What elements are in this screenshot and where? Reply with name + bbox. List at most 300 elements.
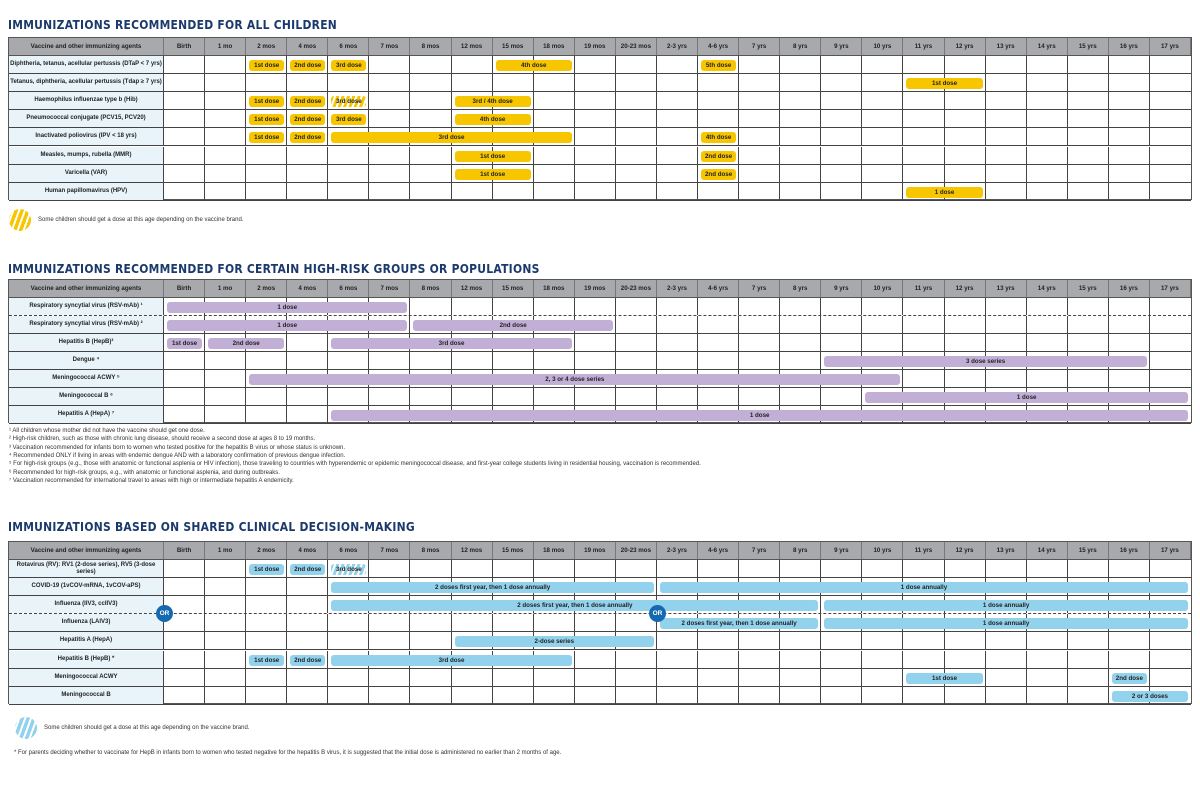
column-header: 2-3 yrs — [657, 280, 698, 297]
grid-line — [861, 183, 862, 200]
column-header: 17 yrs — [1150, 280, 1191, 297]
schedule-table-all-children — [8, 37, 1192, 200]
grid-line — [327, 92, 328, 109]
grid-line — [697, 74, 698, 91]
grid-line — [574, 128, 575, 145]
column-header: 20-23 mos — [616, 280, 657, 297]
grid-line — [615, 183, 616, 200]
grid-line — [368, 183, 369, 200]
grid-line — [861, 128, 862, 145]
column-header: 8 yrs — [780, 542, 821, 559]
vaccine-row — [9, 92, 1191, 110]
grid-line — [1026, 147, 1027, 164]
grid-line — [615, 316, 616, 333]
grid-line — [1026, 165, 1027, 182]
grid-line — [286, 596, 287, 613]
dose-bar: 2, 3 or 4 dose series — [249, 374, 900, 385]
grid-line — [697, 632, 698, 649]
grid-line — [574, 165, 575, 182]
column-header: 1 mo — [205, 542, 246, 559]
column-header: 15 mos — [493, 542, 534, 559]
grid-line — [738, 74, 739, 91]
footnote: ³ Vaccination recommended for infants born to women who tested positive for the hepatitis B virus or whose status is unknown. — [9, 444, 346, 451]
grid-line — [944, 651, 945, 668]
grid-line — [902, 183, 903, 200]
grid-line — [1108, 298, 1109, 315]
grid-line — [902, 560, 903, 577]
grid-line — [409, 165, 410, 182]
vaccine-row — [9, 406, 1191, 424]
grid-line — [656, 56, 657, 73]
grid-line — [1149, 183, 1150, 200]
grid-line — [1149, 560, 1150, 577]
grid-line — [656, 316, 657, 333]
column-header: 12 mos — [452, 38, 493, 55]
grid-line — [738, 110, 739, 127]
vaccine-row — [9, 110, 1191, 128]
grid-line — [245, 92, 246, 109]
grid-line — [245, 165, 246, 182]
grid-line — [286, 147, 287, 164]
grid-line — [779, 316, 780, 333]
grid-line — [204, 128, 205, 145]
grid-line — [615, 110, 616, 127]
vaccine-label: Respiratory syncytial virus (RSV-mAb) ² — [9, 316, 164, 333]
grid-line — [1108, 560, 1109, 577]
column-header: 15 yrs — [1068, 280, 1109, 297]
grid-line — [368, 147, 369, 164]
dose-bar: 1st dose — [249, 564, 284, 575]
grid-line — [738, 651, 739, 668]
dose-bar: 3rd dose — [331, 60, 366, 71]
column-header: 2-3 yrs — [657, 38, 698, 55]
dose-bar: 1st dose — [455, 169, 531, 180]
grid-line — [1149, 74, 1150, 91]
dose-bar: 2nd dose — [290, 60, 325, 71]
grid-line — [1149, 334, 1150, 351]
dose-bar: 1 dose — [167, 302, 407, 313]
dose-bar: 2nd dose — [701, 169, 736, 180]
grid-line — [1067, 370, 1068, 387]
grid-line — [861, 56, 862, 73]
vaccine-row — [9, 334, 1191, 352]
schedule-table-high-risk — [8, 279, 1192, 423]
column-header: 10 yrs — [862, 38, 903, 55]
grid-line — [944, 560, 945, 577]
vaccine-row — [9, 651, 1191, 669]
grid-line — [656, 651, 657, 668]
grid-line — [574, 147, 575, 164]
vaccine-label: Hepatitis A (HepA) ⁷ — [9, 406, 164, 423]
grid-line — [409, 614, 410, 631]
grid-line — [409, 183, 410, 200]
grid-line — [1149, 92, 1150, 109]
grid-line — [738, 669, 739, 686]
grid-line — [368, 56, 369, 73]
grid-line — [820, 183, 821, 200]
grid-line — [327, 110, 328, 127]
grid-line — [615, 128, 616, 145]
grid-line — [779, 56, 780, 73]
grid-line — [944, 370, 945, 387]
grid-line — [1067, 334, 1068, 351]
grid-line — [1067, 298, 1068, 315]
dose-bar: 1st dose — [167, 338, 202, 349]
dose-bar: 1st dose — [249, 96, 284, 107]
grid-line — [985, 74, 986, 91]
vaccine-row — [9, 147, 1191, 165]
grid-line — [738, 147, 739, 164]
grid-line — [492, 352, 493, 369]
grid-line — [245, 632, 246, 649]
dose-bar: 3rd dose — [331, 338, 571, 349]
grid-line — [985, 92, 986, 109]
vaccine-row — [9, 316, 1191, 334]
grid-line — [1067, 110, 1068, 127]
grid-line — [574, 687, 575, 704]
grid-line — [245, 352, 246, 369]
grid-line — [1149, 370, 1150, 387]
grid-line — [286, 110, 287, 127]
grid-line — [697, 56, 698, 73]
grid-line — [1067, 147, 1068, 164]
footnote: ⁵ For high-risk groups (e.g., those with anatomic or functional asplenia or HIV infection), those traveling to countries with hyperendemic or epidemic meningococcal disease, and first-year college students living in residential housing, vaccination is recommended. — [9, 461, 701, 468]
column-header: 14 yrs — [1027, 280, 1068, 297]
grid-line — [985, 651, 986, 668]
grid-line — [327, 128, 328, 145]
grid-line — [451, 614, 452, 631]
or-badge: OR — [649, 605, 666, 622]
grid-line — [656, 298, 657, 315]
column-header-row — [9, 38, 1191, 56]
column-header: 17 yrs — [1150, 542, 1191, 559]
grid-line — [368, 632, 369, 649]
grid-line — [697, 388, 698, 405]
grid-line — [738, 334, 739, 351]
grid-line — [409, 560, 410, 577]
grid-line — [245, 406, 246, 423]
grid-line — [985, 147, 986, 164]
column-header: 2-3 yrs — [657, 542, 698, 559]
vaccine-label: Hepatitis B (HepB) * — [9, 651, 164, 668]
grid-line — [409, 74, 410, 91]
column-header: 6 mos — [328, 280, 369, 297]
grid-line — [1067, 560, 1068, 577]
grid-line — [985, 128, 986, 145]
vaccine-label: Diphtheria, tetanus, acellular pertussis (DTaP < 7 yrs) — [9, 56, 164, 73]
grid-line — [286, 560, 287, 577]
grid-line — [204, 56, 205, 73]
grid-line — [656, 687, 657, 704]
vaccine-label: Hepatitis B (HepB)³ — [9, 334, 164, 351]
grid-line — [368, 74, 369, 91]
grid-line — [1067, 92, 1068, 109]
column-header: 9 yrs — [821, 542, 862, 559]
grid-line — [944, 632, 945, 649]
grid-line — [861, 669, 862, 686]
grid-line — [861, 651, 862, 668]
grid-line — [533, 74, 534, 91]
dose-bar: 3rd dose — [331, 655, 571, 666]
grid-line — [779, 632, 780, 649]
dose-bar: 2 doses first year, then 1 dose annually — [331, 582, 654, 593]
grid-line — [245, 370, 246, 387]
column-header: 7 mos — [369, 38, 410, 55]
column-header: 7 yrs — [739, 38, 780, 55]
grid-line — [697, 298, 698, 315]
grid-line — [820, 92, 821, 109]
grid-line — [245, 560, 246, 577]
vaccine-label: Meningococcal ACWY — [9, 669, 164, 686]
grid-line — [368, 560, 369, 577]
dose-bar: 2nd dose — [290, 564, 325, 575]
column-header: 13 yrs — [986, 542, 1027, 559]
column-header: 15 yrs — [1068, 542, 1109, 559]
grid-line — [1149, 651, 1150, 668]
grid-line — [820, 669, 821, 686]
grid-line — [286, 74, 287, 91]
grid-line — [985, 110, 986, 127]
grid-line — [327, 334, 328, 351]
grid-line — [697, 110, 698, 127]
grid-line — [820, 632, 821, 649]
vaccine-label: Measles, mumps, rubella (MMR) — [9, 147, 164, 164]
grid-line — [368, 669, 369, 686]
grid-line — [492, 183, 493, 200]
grid-line — [697, 560, 698, 577]
grid-line — [286, 687, 287, 704]
column-header: Birth — [164, 280, 205, 297]
grid-line — [492, 56, 493, 73]
column-header: 19 mos — [575, 542, 616, 559]
grid-line — [1067, 632, 1068, 649]
column-header: 14 yrs — [1027, 38, 1068, 55]
grid-line — [656, 352, 657, 369]
grid-line — [820, 165, 821, 182]
grid-line — [985, 632, 986, 649]
column-header-row — [9, 280, 1191, 298]
column-header: 7 mos — [369, 280, 410, 297]
dose-bar: 1st dose — [249, 655, 284, 666]
grid-line — [1067, 74, 1068, 91]
grid-line — [286, 632, 287, 649]
column-header: 16 yrs — [1109, 542, 1150, 559]
grid-line — [1026, 128, 1027, 145]
grid-line — [615, 669, 616, 686]
grid-line — [286, 92, 287, 109]
grid-line — [902, 334, 903, 351]
grid-line — [861, 687, 862, 704]
grid-line — [409, 352, 410, 369]
column-header: 4 mos — [287, 542, 328, 559]
dose-bar: 2nd dose — [413, 320, 612, 331]
column-header: 18 mos — [534, 280, 575, 297]
column-header: 14 yrs — [1027, 542, 1068, 559]
grid-line — [656, 74, 657, 91]
grid-line — [902, 370, 903, 387]
column-header: 15 yrs — [1068, 38, 1109, 55]
dose-bar: 2nd dose — [290, 655, 325, 666]
grid-line — [245, 614, 246, 631]
grid-line — [697, 316, 698, 333]
grid-line — [697, 669, 698, 686]
vaccine-row — [9, 560, 1191, 578]
grid-line — [245, 669, 246, 686]
grid-line — [533, 352, 534, 369]
grid-line — [1067, 316, 1068, 333]
vaccine-row — [9, 687, 1191, 705]
grid-line — [286, 669, 287, 686]
grid-line — [656, 632, 657, 649]
grid-line — [204, 110, 205, 127]
grid-line — [656, 669, 657, 686]
grid-line — [409, 147, 410, 164]
grid-line — [245, 578, 246, 595]
column-header: 4-6 yrs — [698, 280, 739, 297]
grid-line — [245, 596, 246, 613]
column-header: 4-6 yrs — [698, 542, 739, 559]
striped-dose-legend-icon — [15, 717, 37, 739]
grid-line — [204, 183, 205, 200]
grid-line — [820, 687, 821, 704]
section-title-high-risk: IMMUNIZATIONS RECOMMENDED FOR CERTAIN HIGH-RISK GROUPS OR POPULATIONS — [8, 261, 540, 276]
vaccine-label: Meningococcal B ⁶ — [9, 388, 164, 405]
grid-line — [286, 334, 287, 351]
grid-line — [574, 388, 575, 405]
grid-line — [820, 147, 821, 164]
grid-line — [245, 110, 246, 127]
grid-line — [574, 352, 575, 369]
grid-line — [451, 92, 452, 109]
grid-line — [1149, 352, 1150, 369]
grid-line — [204, 632, 205, 649]
grid-line — [574, 334, 575, 351]
grid-line — [204, 596, 205, 613]
grid-line — [1026, 183, 1027, 200]
grid-line — [574, 651, 575, 668]
dose-bar: 2nd dose — [208, 338, 284, 349]
grid-line — [451, 687, 452, 704]
section-title-shared-decision: IMMUNIZATIONS BASED ON SHARED CLINICAL DECISION-MAKING — [8, 519, 415, 534]
column-header: 7 yrs — [739, 280, 780, 297]
dose-bar: 2 doses first year, then 1 dose annually — [331, 600, 818, 611]
dose-bar: 2nd dose — [290, 114, 325, 125]
or-badge: OR — [156, 605, 173, 622]
grid-line — [738, 632, 739, 649]
grid-line — [533, 147, 534, 164]
grid-line — [615, 92, 616, 109]
grid-line — [492, 74, 493, 91]
grid-line — [451, 388, 452, 405]
grid-line — [286, 128, 287, 145]
grid-line — [574, 298, 575, 315]
column-header: Vaccine and other immunizing agents — [9, 38, 164, 55]
grid-line — [902, 128, 903, 145]
grid-line — [204, 92, 205, 109]
grid-line — [409, 632, 410, 649]
column-header: Vaccine and other immunizing agents — [9, 280, 164, 297]
grid-line — [327, 56, 328, 73]
grid-line — [779, 352, 780, 369]
grid-line — [985, 165, 986, 182]
column-header: 6 mos — [328, 38, 369, 55]
grid-line — [327, 651, 328, 668]
column-header: 6 mos — [328, 542, 369, 559]
grid-line — [204, 388, 205, 405]
grid-line — [204, 669, 205, 686]
grid-line — [451, 74, 452, 91]
grid-line — [1067, 183, 1068, 200]
grid-line — [738, 560, 739, 577]
grid-line — [861, 388, 862, 405]
grid-line — [944, 316, 945, 333]
grid-line — [738, 165, 739, 182]
grid-line — [820, 651, 821, 668]
vaccine-label: Haemophilus influenzae type b (Hib) — [9, 92, 164, 109]
grid-line — [779, 651, 780, 668]
grid-line — [820, 334, 821, 351]
grid-line — [1026, 316, 1027, 333]
column-header: 8 mos — [410, 280, 451, 297]
vaccine-row — [9, 352, 1191, 370]
grid-line — [779, 298, 780, 315]
footnote: ⁶ Recommended for high-risk groups, e.g., with anatomic or functional asplenia, and during outbreaks. — [9, 469, 280, 476]
grid-line — [245, 128, 246, 145]
grid-line — [368, 110, 369, 127]
grid-line — [861, 316, 862, 333]
vaccine-row — [9, 298, 1191, 316]
grid-line — [204, 165, 205, 182]
vaccine-row — [9, 74, 1191, 92]
grid-line — [1149, 316, 1150, 333]
dose-bar: 1 dose annually — [660, 582, 1188, 593]
grid-line — [1149, 56, 1150, 73]
grid-line — [1108, 128, 1109, 145]
legend-text: Some children should get a dose at this age depending on the vaccine brand. — [38, 217, 244, 223]
grid-line — [327, 147, 328, 164]
column-header: 8 yrs — [780, 38, 821, 55]
grid-line — [1026, 110, 1027, 127]
column-header: 13 yrs — [986, 38, 1027, 55]
grid-line — [451, 352, 452, 369]
grid-line — [1026, 632, 1027, 649]
grid-line — [327, 669, 328, 686]
grid-line — [1108, 316, 1109, 333]
grid-line — [1108, 669, 1109, 686]
grid-line — [368, 687, 369, 704]
grid-line — [615, 352, 616, 369]
grid-line — [245, 388, 246, 405]
grid-line — [245, 56, 246, 73]
dose-bar: 1 dose — [865, 392, 1188, 403]
grid-line — [902, 110, 903, 127]
grid-line — [574, 74, 575, 91]
grid-line — [286, 578, 287, 595]
column-header: 7 mos — [369, 542, 410, 559]
grid-line — [1108, 92, 1109, 109]
grid-line — [451, 669, 452, 686]
dose-bar: 3rd dose — [331, 114, 366, 125]
grid-line — [327, 165, 328, 182]
grid-line — [779, 128, 780, 145]
grid-line — [738, 388, 739, 405]
grid-line — [1067, 56, 1068, 73]
grid-line — [697, 147, 698, 164]
grid-line — [697, 128, 698, 145]
grid-line — [1026, 669, 1027, 686]
section-title-all-children: IMMUNIZATIONS RECOMMENDED FOR ALL CHILDREN — [8, 17, 338, 32]
grid-line — [820, 388, 821, 405]
